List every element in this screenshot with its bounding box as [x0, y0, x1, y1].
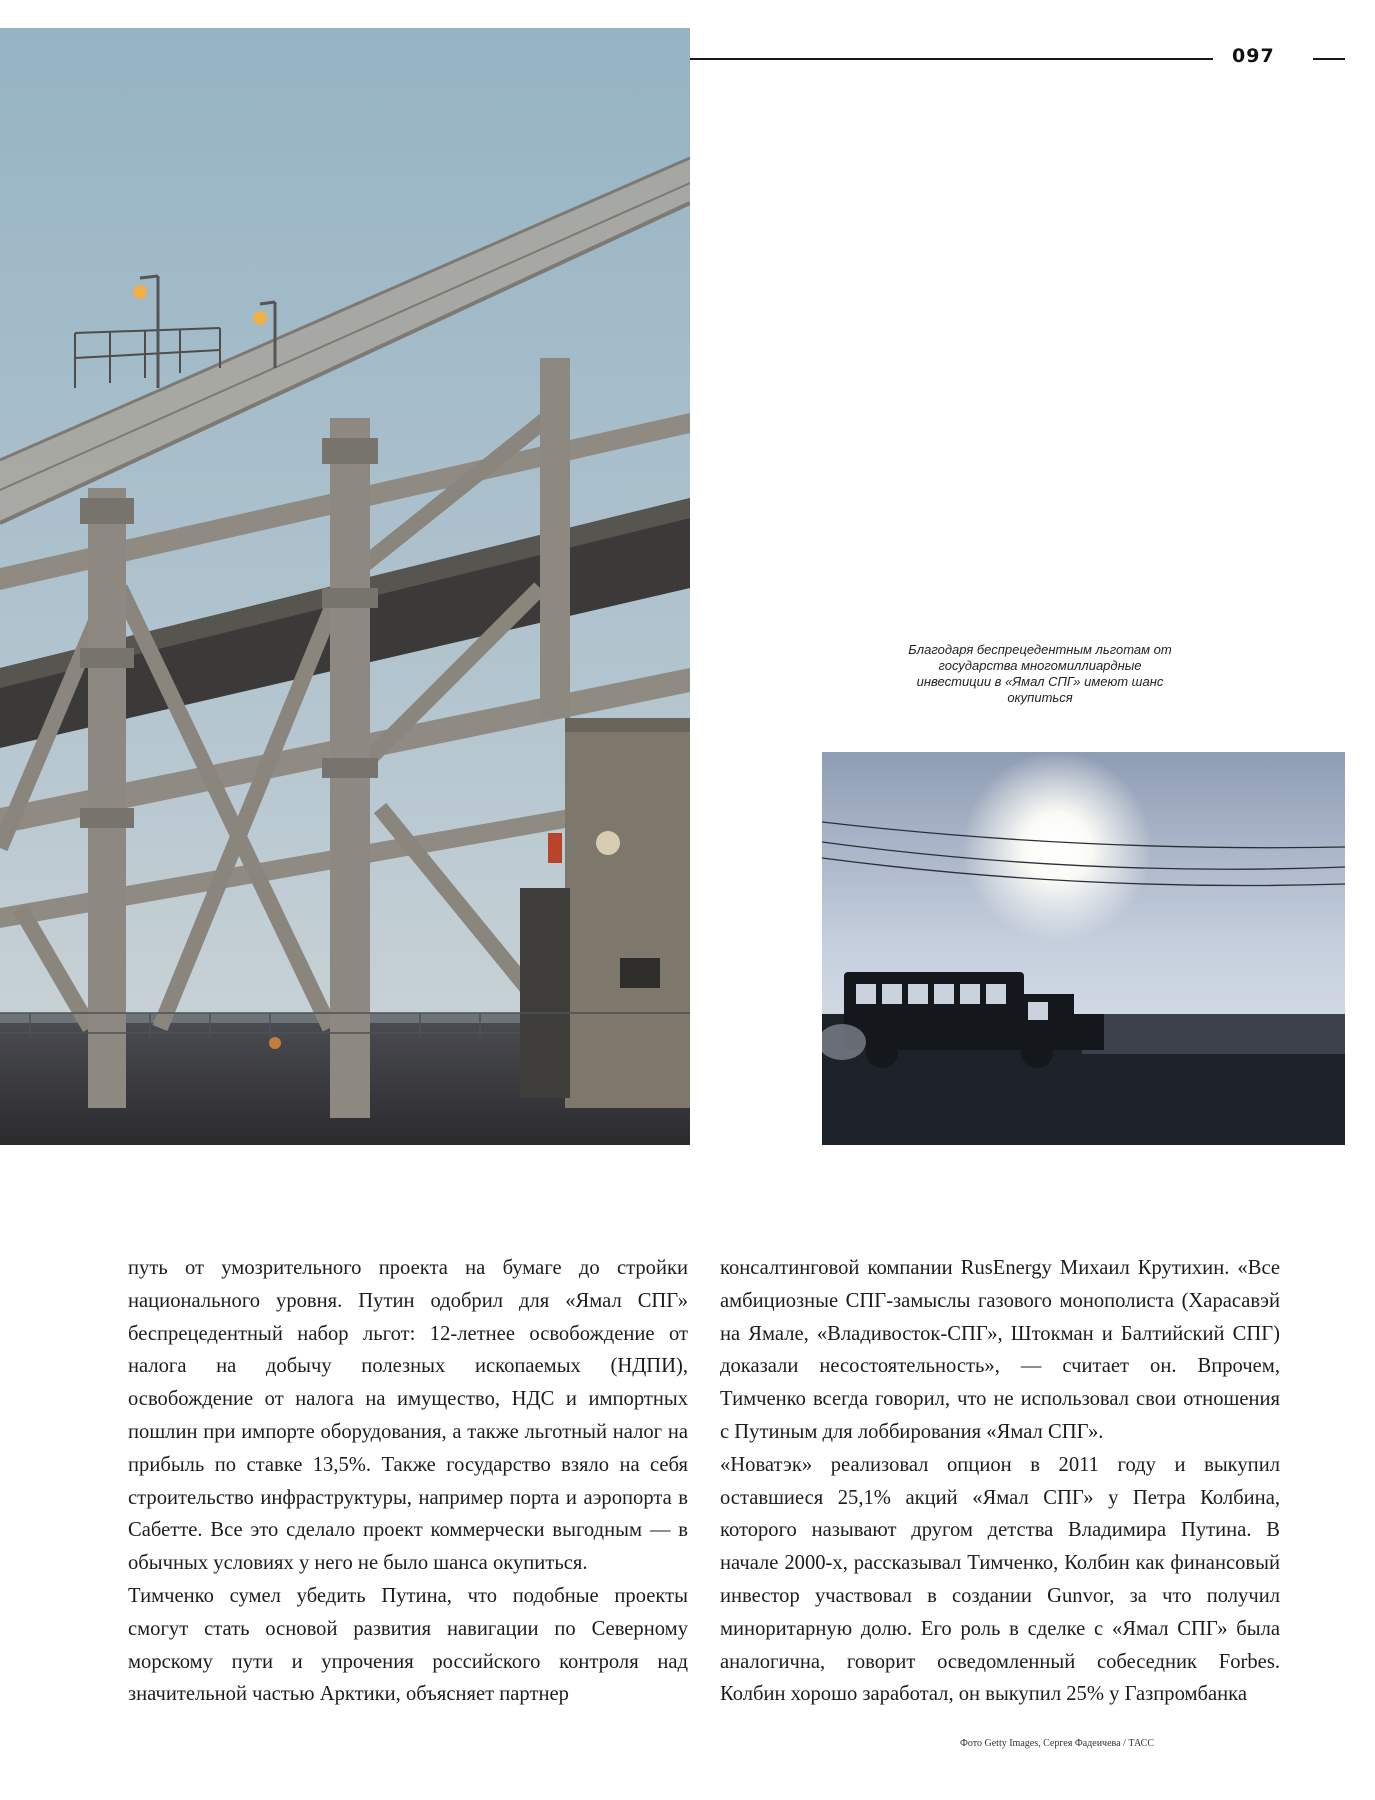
sun — [962, 752, 1152, 942]
bus-photo — [822, 752, 1345, 1145]
article-column-left — [128, 1252, 688, 1711]
bus-photo-illustration — [822, 752, 1345, 1145]
main-photo — [0, 28, 690, 1145]
article-paragraph: Тимченко сумел убедить Путина, что подобные проекты смогут стать основой развития навигации по Северному морскому пути и упрочения российского контроля над значительной частью Арктики, объясняет партнер — [128, 1584, 688, 1706]
main-photo-illustration — [0, 28, 690, 1145]
photo-caption: Благодаря беспрецедентным льготам от государства многомиллиардные инвестиции в «Ямал СПГ» имеют шанс окупиться — [908, 642, 1172, 705]
ground-light — [269, 1037, 281, 1049]
photo-credit: Фото Getty Images, Сергея Фадеичева / ТАСС — [960, 1738, 1155, 1749]
article-column-right — [720, 1252, 1280, 1711]
article-paragraph: «Новатэк» реализовал опцион в 2011 году и выкупил оставшиеся 25,1% акций «Ямал СПГ» у Петра Колбина, которого называют другом детства Владимира Путина. В начале 2000-х, рассказывал Тимченко, Колбин как финансовый инвестор участвовал в создании Gunvor, за что получил миноритарную долю. Его роль в сделке с «Ямал СПГ» была аналогична, говорит осведомленный собеседник Forbes. Колбин хорошо заработал, он выкупил 25% у Газпромбанка — [720, 1453, 1280, 1706]
header-rule-right — [1313, 58, 1345, 60]
article-paragraph: консалтинговой компании RusEnergy Михаил Крутихин. «Все амбициозные СПГ-замыслы газового монополиста (Харасавэй на Ямале, «Владивосток-СПГ», Штокман и Балтийский СПГ) доказали несостоятельность», — считает он. Впрочем, Тимченко всегда говорил, что не использовал свои отношения с Путиным для лоббирования «Ямал СПГ». — [720, 1257, 1280, 1443]
article-paragraph: путь от умозрительного проекта на бумаге до стройки национального уровня. Путин одобрил для «Ямал СПГ» беспрецедентный набор льгот: 12-летнее освобождение от налога на добычу полезных ископаемых (НДПИ), освобождение от налога на имущество, НДС и импортных пошлин при импорте оборудования, а также льготный налог на прибыль по ставке 13,5%. Также государство взяло на себя строительство инфраструктуры, например порта и аэропорта в Сабетте. Все это сделало проект коммерчески выгодным — в обычных условиях у него не было шанса окупиться. — [128, 1257, 688, 1575]
page-number: 097 — [1232, 45, 1275, 67]
